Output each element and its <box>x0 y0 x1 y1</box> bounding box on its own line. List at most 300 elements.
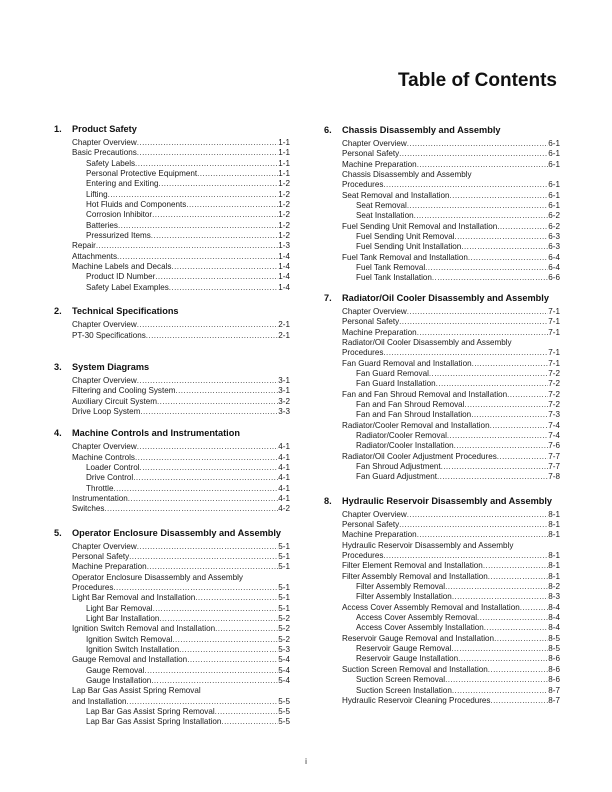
toc-entry-page: 5-5 <box>278 707 290 717</box>
toc-entry-text: Hydraulic Reservoir Disassembly and Assembly <box>342 540 514 550</box>
toc-entry[interactable] <box>72 686 290 696</box>
dot-leader <box>407 307 549 317</box>
toc-entry[interactable] <box>72 148 290 158</box>
toc-entry-text: Gauge Installation <box>86 676 152 686</box>
toc-entry[interactable] <box>72 231 290 241</box>
dot-leader <box>490 421 549 431</box>
toc-entry-page: 5-1 <box>278 603 290 613</box>
toc-entry-text: Personal Safety <box>342 149 400 159</box>
toc-entry-text: Access Cover Assembly Removal and Installation <box>342 602 520 612</box>
toc-entry-page: 1-1 <box>278 169 290 179</box>
toc-entry[interactable] <box>72 494 290 504</box>
dot-leader <box>147 562 279 572</box>
toc-entry-text: Hot Fluids and Components <box>86 200 187 210</box>
dot-leader <box>158 179 278 189</box>
toc-entry-page: 5-4 <box>278 665 290 675</box>
toc-entry-text: Ignition Switch Removal and Installation <box>72 624 216 634</box>
toc-entry-text: Corrosion Inhibitor <box>86 210 153 220</box>
toc-entry-text: Suction Screen Removal and Installation <box>342 664 488 674</box>
toc-entry-text: Light Bar Removal and Installation <box>72 593 196 603</box>
toc-entry-page: 6-2 <box>548 211 560 221</box>
toc-entry[interactable] <box>72 463 290 473</box>
toc-entry-page: 7-1 <box>548 327 560 337</box>
toc-entry[interactable] <box>72 453 290 463</box>
dot-leader <box>414 211 549 221</box>
toc-entry[interactable] <box>342 654 560 664</box>
toc-entry[interactable] <box>72 676 290 686</box>
toc-entry-text: Filtering and Cooling System <box>72 386 176 396</box>
toc-entry[interactable] <box>72 179 290 189</box>
dot-leader <box>135 159 278 169</box>
toc-entry-text: Chapter Overview <box>342 509 407 519</box>
dot-leader <box>172 635 278 645</box>
toc-entry-text: Drive Control <box>86 473 134 483</box>
toc-entry[interactable] <box>342 390 560 400</box>
toc-entry[interactable] <box>72 283 290 293</box>
toc-entry-text: Safety Labels <box>86 158 136 168</box>
toc-entry[interactable] <box>72 169 290 179</box>
toc-entry-text: Fuel Sending Unit Removal <box>356 232 455 242</box>
toc-entry[interactable] <box>342 613 560 623</box>
dot-leader <box>450 191 549 201</box>
toc-entry[interactable] <box>342 603 560 613</box>
toc-entry-text: Chapter Overview <box>342 306 407 316</box>
section-title: Chassis Disassembly and Assembly <box>342 125 501 135</box>
dot-leader <box>429 369 548 379</box>
section-number: 4. <box>54 428 62 439</box>
toc-entry[interactable] <box>342 572 560 582</box>
page-number: i <box>305 757 307 766</box>
toc-entry[interactable] <box>342 170 560 180</box>
toc-entry[interactable] <box>72 159 290 169</box>
dot-leader <box>151 231 279 241</box>
toc-entry-list <box>54 320 290 341</box>
toc-entry-text: Radiator/Cooler Removal and Installation <box>342 420 490 430</box>
toc-entry-list <box>324 307 560 483</box>
toc-entry-text: Seat Removal <box>356 201 407 211</box>
toc-entry[interactable] <box>72 210 290 220</box>
toc-entry-page: 6-1 <box>548 149 560 159</box>
toc-entry-page: 4-1 <box>278 452 290 462</box>
dot-leader <box>407 510 549 520</box>
toc-entry[interactable] <box>342 359 560 369</box>
dot-leader <box>454 441 549 451</box>
toc-entry[interactable] <box>342 191 560 201</box>
toc-entry-text: Reservoir Gauge Removal and Installation <box>342 633 495 643</box>
toc-entry-text: Filter Element Removal and Installation <box>342 561 483 571</box>
toc-entry-text: Seat Installation <box>356 211 414 221</box>
toc-entry[interactable] <box>342 696 560 706</box>
toc-entry-page: 7-4 <box>548 430 560 440</box>
toc-entry[interactable] <box>72 190 290 200</box>
toc-entry[interactable] <box>342 149 560 159</box>
toc-entry[interactable] <box>342 211 560 221</box>
toc-entry[interactable] <box>342 452 560 462</box>
toc-entry-page: 6-4 <box>548 252 560 262</box>
dot-leader <box>197 169 278 179</box>
toc-entry-text: Fan Guard Removal <box>356 368 429 378</box>
toc-entry[interactable] <box>72 331 290 341</box>
toc-entry[interactable] <box>72 614 290 624</box>
toc-entry-text: and Installation <box>72 696 127 706</box>
toc-entry[interactable] <box>72 376 290 386</box>
toc-entry-text: Instrumentation <box>72 493 128 503</box>
dot-leader <box>461 242 548 252</box>
toc-entry-page: 4-1 <box>278 442 290 452</box>
dot-leader <box>447 431 548 441</box>
toc-entry-page: 1-2 <box>278 179 290 189</box>
toc-entry-page: 7-1 <box>548 358 560 368</box>
toc-entry-page: 7-1 <box>548 317 560 327</box>
dot-leader <box>497 452 549 462</box>
toc-entry-page: 8-1 <box>548 530 560 540</box>
toc-entry-text: Gauge Removal <box>86 665 145 675</box>
toc-entry-page: 8-4 <box>548 613 560 623</box>
toc-section-hydraulic-reservoir-disassembly-and-assembly <box>324 496 560 707</box>
toc-entry-page: 5-1 <box>278 583 290 592</box>
toc-entry[interactable] <box>342 328 560 338</box>
toc-entry[interactable] <box>72 272 290 282</box>
dot-leader <box>155 272 278 282</box>
toc-entry-text: PT-30 Specifications <box>72 330 146 340</box>
toc-entry-page: 5-2 <box>278 614 290 624</box>
toc-entry-page: 8-1 <box>548 509 560 519</box>
toc-entry-text: Product ID Number <box>86 272 156 282</box>
toc-entry[interactable] <box>72 573 290 583</box>
section-heading[interactable] <box>54 362 290 373</box>
dot-leader <box>145 666 279 676</box>
toc-entry[interactable] <box>72 552 290 562</box>
toc-entry-page: 5-4 <box>278 676 290 686</box>
toc-entry[interactable] <box>72 252 290 262</box>
toc-entry-text: Machine Labels and Decals <box>72 262 172 272</box>
toc-entry-page: 4-1 <box>278 462 290 472</box>
toc-entry-text: Suction Screen Installation <box>356 685 452 695</box>
section-number: 5. <box>54 527 62 538</box>
toc-entry-page: 7-7 <box>548 461 560 471</box>
toc-entry-text: Switches <box>72 504 105 514</box>
dot-leader <box>152 210 278 220</box>
toc-entry-page: 1-2 <box>278 231 290 241</box>
toc-entry[interactable] <box>72 635 290 645</box>
toc-entry-text: Chapter Overview <box>72 442 137 452</box>
toc-entry[interactable] <box>72 624 290 634</box>
section-heading[interactable] <box>324 293 560 304</box>
dot-leader <box>468 253 548 263</box>
dot-leader <box>425 263 548 273</box>
section-title: System Diagrams <box>72 361 150 372</box>
dot-leader <box>488 572 549 582</box>
section-title: Product Safety <box>72 124 137 134</box>
toc-entry-page: 8-1 <box>548 571 560 581</box>
toc-entry-page: 6-3 <box>548 232 560 242</box>
toc-entry[interactable] <box>72 707 290 717</box>
toc-entry[interactable] <box>72 262 290 272</box>
toc-entry[interactable] <box>72 241 290 251</box>
toc-entry-text: Fan Shroud Adjustment <box>356 461 441 471</box>
toc-entry[interactable] <box>72 320 290 330</box>
toc-entry-page: 1-2 <box>278 210 290 220</box>
dot-leader <box>472 359 549 369</box>
section-heading[interactable] <box>54 124 290 135</box>
dot-leader <box>452 686 548 696</box>
toc-entry-text: Lap Bar Gas Assist Spring Removal <box>86 707 215 717</box>
dot-leader <box>488 665 549 675</box>
toc-entry-text: Fuel Sending Unit Installation <box>356 242 462 252</box>
dot-leader <box>137 138 279 148</box>
toc-entry-text: Gauge Removal and Installation <box>72 655 188 665</box>
section-heading[interactable] <box>54 428 290 439</box>
toc-entry[interactable] <box>72 717 290 727</box>
toc-entry-text: Repair <box>72 241 96 251</box>
toc-entry[interactable] <box>72 666 290 676</box>
toc-entry[interactable] <box>342 431 560 441</box>
dot-leader <box>399 317 548 327</box>
toc-entry[interactable] <box>72 138 290 148</box>
dot-leader <box>437 472 548 482</box>
toc-entry[interactable] <box>342 338 560 348</box>
toc-entry[interactable] <box>72 562 290 572</box>
toc-entry[interactable] <box>342 675 560 685</box>
toc-entry-text: Procedures <box>342 551 384 561</box>
toc-entry[interactable] <box>72 655 290 665</box>
toc-entry-page: 5-5 <box>278 696 290 706</box>
dot-leader <box>464 400 548 410</box>
toc-entry[interactable] <box>72 221 290 231</box>
toc-entry[interactable] <box>342 665 560 675</box>
toc-entry[interactable] <box>342 644 560 654</box>
toc-entry[interactable] <box>72 542 290 552</box>
toc-entry-page: 1-1 <box>278 158 290 168</box>
toc-entry-text: Chapter Overview <box>72 138 137 147</box>
toc-entry-text: Personal Safety <box>72 551 130 561</box>
toc-entry[interactable] <box>342 592 560 602</box>
toc-entry-page: 1-2 <box>278 189 290 199</box>
toc-entry-page: 7-6 <box>548 441 560 451</box>
section-heading[interactable] <box>54 528 290 539</box>
toc-entry[interactable] <box>342 421 560 431</box>
section-title: Radiator/Oil Cooler Disassembly and Assembly <box>342 292 549 303</box>
toc-entry-page: 8-7 <box>548 685 560 695</box>
toc-entry[interactable] <box>72 397 290 407</box>
toc-entry-page: 1-4 <box>278 272 290 282</box>
section-number: 6. <box>324 125 332 135</box>
dot-leader <box>137 148 279 158</box>
dot-leader <box>477 613 548 623</box>
dot-leader <box>140 463 279 473</box>
toc-entry[interactable] <box>72 697 290 707</box>
toc-entry-text: Seat Removal and Installation <box>342 190 450 200</box>
toc-entry-page: 8-4 <box>548 623 560 633</box>
toc-entry[interactable] <box>342 201 560 211</box>
toc-entry[interactable] <box>342 273 560 283</box>
toc-entry-text: Radiator/Cooler Removal <box>356 430 447 440</box>
toc-entry-text: Lap Bar Gas Assist Spring Installation <box>86 717 222 727</box>
toc-entry-text: Hydraulic Reservoir Cleaning Procedures <box>342 695 491 705</box>
toc-entry[interactable] <box>72 645 290 655</box>
toc-entry-text: Operator Enclosure Disassembly and Assembly <box>72 572 243 582</box>
toc-entry[interactable] <box>342 222 560 232</box>
toc-entry[interactable] <box>342 686 560 696</box>
dot-leader <box>494 634 548 644</box>
toc-section-technical-specifications <box>54 306 290 341</box>
dot-leader <box>129 552 278 562</box>
dot-leader <box>507 390 548 400</box>
toc-section-system-diagrams <box>54 362 290 417</box>
toc-section-machine-controls-and-instrumentation <box>54 428 290 514</box>
toc-entry-text: Radiator/Oil Cooler Disassembly and Assembly <box>342 337 512 347</box>
toc-entry[interactable] <box>342 634 560 644</box>
section-heading[interactable] <box>324 125 560 136</box>
dot-leader <box>451 644 548 654</box>
toc-entry[interactable] <box>72 593 290 603</box>
toc-entry[interactable] <box>342 520 560 530</box>
toc-entry-text: Access Cover Assembly Installation <box>356 623 484 633</box>
toc-entry-list <box>54 138 290 293</box>
toc-entry-page: 1-4 <box>278 262 290 272</box>
toc-entry[interactable] <box>72 583 290 593</box>
dot-leader <box>432 273 548 283</box>
toc-entry-text: Procedures <box>72 583 114 592</box>
toc-entry-page: 8-4 <box>548 602 560 612</box>
toc-entry-page: 4-1 <box>278 493 290 503</box>
dot-leader <box>458 654 548 664</box>
toc-entry[interactable] <box>342 180 560 190</box>
toc-entry-text: Machine Controls <box>72 452 135 462</box>
dot-leader <box>215 624 278 634</box>
toc-entry[interactable] <box>72 604 290 614</box>
dot-leader <box>383 180 548 190</box>
dot-leader <box>471 410 548 420</box>
toc-entry-page: 6-6 <box>548 273 560 283</box>
toc-entry-page: 8-7 <box>548 695 560 705</box>
toc-entry[interactable] <box>342 242 560 252</box>
toc-entry-text: Machine Preparation <box>342 327 417 337</box>
toc-entry-page: 1-4 <box>278 251 290 261</box>
toc-entry-text: Personal Safety <box>342 520 400 529</box>
section-title: Machine Controls and Instrumentation <box>72 428 240 439</box>
toc-entry[interactable] <box>342 410 560 420</box>
toc-entry[interactable] <box>342 379 560 389</box>
toc-entry-page: 8-2 <box>548 582 560 592</box>
toc-entry-text: Entering and Exiting <box>86 179 159 189</box>
toc-entry-page: 5-4 <box>278 655 290 665</box>
dot-leader <box>383 348 548 358</box>
toc-entry-page: 1-3 <box>278 241 290 251</box>
toc-entry-text: Fan and Fan Shroud Installation <box>356 410 472 420</box>
dot-leader <box>417 160 549 170</box>
dot-leader <box>169 283 279 293</box>
dot-leader <box>153 604 279 614</box>
section-number: 7. <box>324 292 332 303</box>
toc-entry-page: 7-2 <box>548 389 560 399</box>
toc-entry[interactable] <box>72 200 290 210</box>
toc-entry[interactable] <box>342 462 560 472</box>
toc-entry-page: 1-1 <box>278 148 290 158</box>
toc-entry[interactable] <box>342 472 560 482</box>
dot-leader <box>113 583 278 593</box>
dot-leader <box>133 473 278 483</box>
toc-entry[interactable] <box>342 541 560 551</box>
toc-entry[interactable] <box>342 348 560 358</box>
toc-entry-text: Fan Guard Removal and Installation <box>342 358 472 368</box>
dot-leader <box>118 221 278 231</box>
toc-entry-list <box>324 139 560 284</box>
toc-entry-text: Lifting <box>86 189 108 199</box>
dot-leader <box>128 494 279 504</box>
toc-entry[interactable] <box>342 160 560 170</box>
toc-entry[interactable] <box>342 232 560 242</box>
dot-leader <box>497 222 548 232</box>
toc-entry-text: Procedures <box>342 348 384 358</box>
section-heading[interactable] <box>324 496 560 507</box>
toc-entry-text: Filter Assembly Installation <box>356 592 452 602</box>
toc-entry-text: Fan and Fan Shroud Removal and Installation <box>342 389 508 399</box>
toc-entry-text: Fan and Fan Shroud Removal <box>356 399 465 409</box>
toc-entry[interactable] <box>342 582 560 592</box>
dot-leader <box>407 139 549 149</box>
toc-entry-text: Personal Safety <box>342 317 400 327</box>
toc-entry[interactable] <box>342 369 560 379</box>
toc-entry-text: Reservoir Gauge Installation <box>356 654 459 664</box>
toc-entry-page: 6-1 <box>548 201 560 211</box>
toc-entry-page: 7-1 <box>548 348 560 358</box>
toc-entry[interactable] <box>72 386 290 396</box>
toc-entry-text: Access Cover Assembly Removal <box>356 613 477 623</box>
toc-entry-page: 5-5 <box>278 717 290 727</box>
toc-entry[interactable] <box>342 530 560 540</box>
toc-entry-page: 7-8 <box>548 472 560 482</box>
toc-entry-text: Throttle <box>86 483 114 493</box>
toc-entry[interactable] <box>342 139 560 149</box>
toc-entry-text: Chassis Disassembly and Assembly <box>342 170 472 180</box>
toc-entry-page: 4-1 <box>278 473 290 483</box>
toc-entry-page: 5-1 <box>278 541 290 551</box>
dot-leader <box>117 252 278 262</box>
toc-entry[interactable] <box>342 253 560 263</box>
toc-entry-page: 7-2 <box>548 379 560 389</box>
toc-entry[interactable] <box>342 561 560 571</box>
toc-entry-page: 7-1 <box>548 306 560 316</box>
toc-entry-page: 5-1 <box>278 551 290 561</box>
dot-leader <box>417 530 549 540</box>
toc-entry[interactable] <box>72 504 290 514</box>
toc-entry[interactable] <box>72 407 290 417</box>
toc-entry-page: 5-1 <box>278 593 290 603</box>
toc-entry-text: Safety Label Examples <box>86 282 169 292</box>
toc-entry[interactable] <box>342 263 560 273</box>
toc-entry[interactable] <box>72 473 290 483</box>
toc-entry[interactable] <box>72 442 290 452</box>
toc-entry[interactable] <box>342 510 560 520</box>
toc-entry-page: 3-1 <box>278 375 290 385</box>
toc-entry[interactable] <box>342 317 560 327</box>
toc-entry[interactable] <box>342 307 560 317</box>
toc-entry-list <box>54 542 290 728</box>
section-title: Technical Specifications <box>72 306 179 317</box>
toc-entry[interactable] <box>72 484 290 494</box>
toc-entry-text: Light Bar Installation <box>86 614 160 624</box>
toc-entry[interactable] <box>342 441 560 451</box>
toc-entry[interactable] <box>342 551 560 561</box>
section-heading[interactable] <box>54 306 290 317</box>
dot-leader <box>484 623 549 633</box>
toc-entry[interactable] <box>342 400 560 410</box>
toc-entry-text: Procedures <box>342 180 384 190</box>
toc-entry[interactable] <box>342 623 560 633</box>
dot-leader <box>417 328 549 338</box>
toc-entry-page: 7-2 <box>548 399 560 409</box>
